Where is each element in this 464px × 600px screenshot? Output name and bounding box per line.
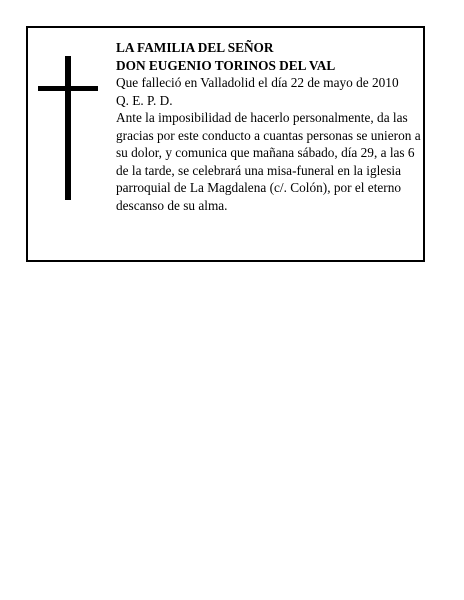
- notice-text: [116, 39, 424, 214]
- cross-horizontal-bar: [38, 86, 98, 91]
- rip-line: Q. E. P. D.: [116, 92, 173, 108]
- obituary-notice: [26, 26, 425, 262]
- death-date-line: Que falleció en Valladolid el día 22 de mayo de 2010: [116, 75, 399, 90]
- cross-icon: [38, 56, 98, 200]
- cross-vertical-bar: [65, 56, 71, 200]
- notice-body: Ante la imposibilidad de hacerlo personalmente, da las gracias por este conducto a cuantas personas se unieron a su dolor, y comunica que mañana sábado, día 29, a las 6 de la tarde, se celebrará una misa-funeral en la iglesia parroquial de La Magdalena (c/. Colón), por el eterno descanso de su alma.: [116, 110, 421, 213]
- family-heading: LA FAMILIA DEL SEÑOR: [116, 40, 274, 55]
- deceased-name: DON EUGENIO TORINOS DEL VAL: [116, 57, 336, 73]
